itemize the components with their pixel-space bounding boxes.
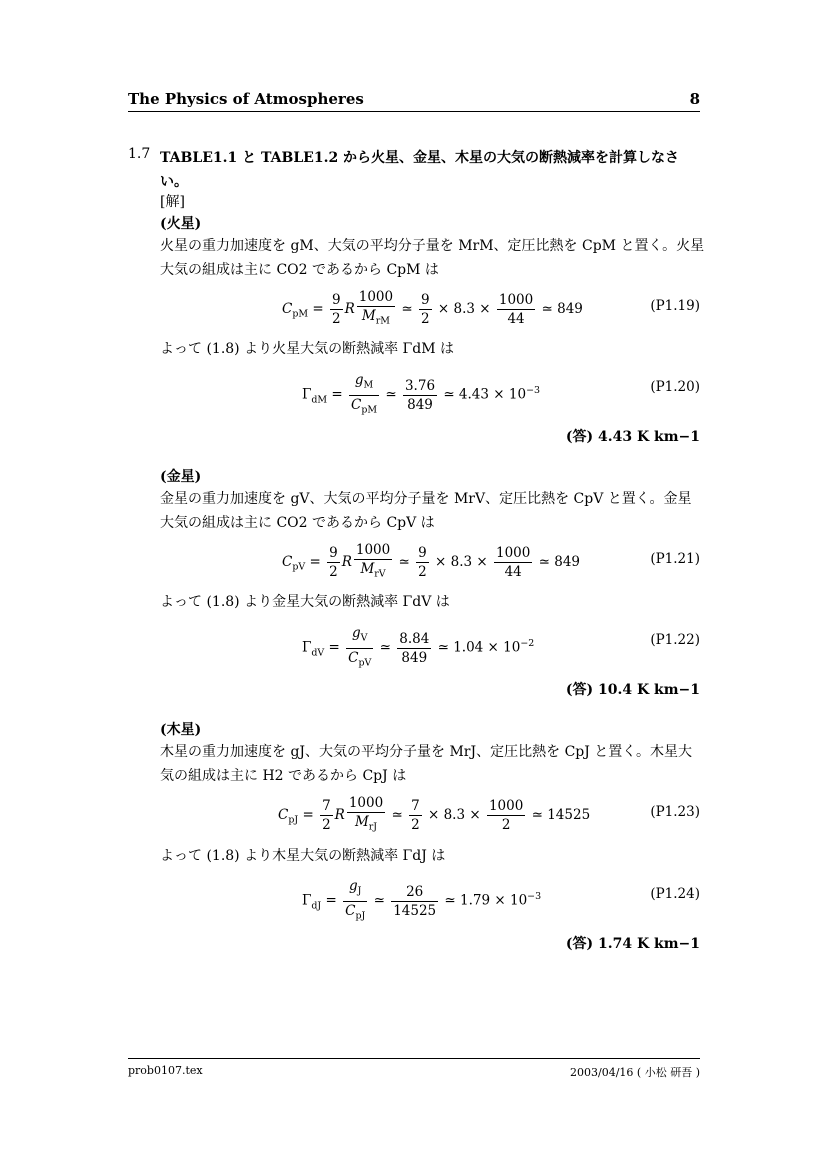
equation-number: (P1.22) (650, 632, 700, 648)
footer-date-author: 2003/04/16 ( 小松 研吾 ) (570, 1066, 700, 1079)
answer-mars: (答) 4.43 K km−1 (565, 429, 700, 445)
jupiter-intro: 木星の重力加速度を gJ、大気の平均分子量を MrJ、定圧比熱を CpJ と置く。木星大気の組成は主に H2 であるから CpJ は (160, 744, 693, 784)
section-heading-mars: (火星) (160, 216, 202, 232)
equation-jupiter-lapse: $\Gamma_{dJ}$ = $\frac{g_J}{C_{pJ}}$ ≃ $\frac{26}{14525}$ ≃ $1.79 \times 10^{-3}$ (302, 878, 542, 922)
equation-mars-lapse: $\Gamma_{dM}$ = $\frac{g_M}{C_{pM}}$ ≃ $\frac{3.76}{849}$ ≃ $4.43 \times 10^{-3}$ (302, 372, 540, 416)
mars-lapse-intro: よって (1.8) より火星大気の断熱減率 ΓdM は (160, 341, 454, 357)
problem-number: 1.7 (128, 146, 151, 162)
equation-jupiter-cp: $C_{pJ}$ = $\frac{7}{2}$ R $\frac{1000}{M_{rJ}}$ ≃ $\frac{7}{2}$ × 8.3 × $\frac{1000}{2}$ ≃ 14525 (278, 795, 591, 833)
running-header-title: The Physics of Atmospheres (128, 90, 364, 108)
section-heading-jupiter: (木星) (160, 722, 202, 738)
mars-intro: 火星の重力加速度を gM、大気の平均分子量を MrM、定圧比熱を CpM と置く。火星大気の組成は主に CO2 であるから CpM は (160, 238, 705, 278)
jupiter-lapse-intro: よって (1.8) より木星大気の断熱減率 ΓdJ は (160, 848, 446, 864)
equation-number: (P1.21) (650, 551, 700, 567)
equation-number: (P1.23) (650, 804, 700, 820)
equation-venus-lapse: $\Gamma_{dV}$ = $\frac{g_V}{C_{pV}}$ ≃ $\frac{8.84}{849}$ ≃ $1.04 \times 10^{-2}$ (302, 625, 535, 669)
answer-venus: (答) 10.4 K km−1 (565, 682, 700, 698)
equation-number: (P1.24) (650, 886, 700, 902)
problem-statement: TABLE1.1 と TABLE1.2 から火星、金星、木星の大気の断熱減率を計算しなさい。 (160, 150, 680, 190)
equation-number: (P1.19) (650, 298, 700, 314)
equation-venus-cp: $C_{pV}$ = $\frac{9}{2}$ R $\frac{1000}{M_{rV}}$ ≃ $\frac{9}{2}$ × 8.3 × $\frac{1000}{44}$ ≃ 849 (282, 542, 581, 580)
solution-label: [解] (160, 194, 185, 210)
section-heading-venus: (金星) (160, 469, 202, 485)
footer-rule (128, 1058, 700, 1059)
page-number: 8 (689, 90, 700, 108)
equation-number: (P1.20) (650, 379, 700, 395)
venus-intro: 金星の重力加速度を gV、大気の平均分子量を MrV、定圧比熱を CpV と置く。金星大気の組成は主に CO2 であるから CpV は (160, 491, 692, 531)
answer-jupiter: (答) 1.74 K km−1 (565, 936, 700, 952)
venus-lapse-intro: よって (1.8) より金星大気の断熱減率 ΓdV は (160, 594, 450, 610)
footer-filename: prob0107.tex (128, 1064, 203, 1077)
header-rule (128, 111, 700, 112)
equation-mars-cp: $C_{pM}$ = $\frac{9}{2}$ R $\frac{1000}{M_{rM}}$ ≃ $\frac{9}{2}$ × 8.3 × $\frac{1000}{44}$ ≃ 849 (282, 289, 583, 327)
